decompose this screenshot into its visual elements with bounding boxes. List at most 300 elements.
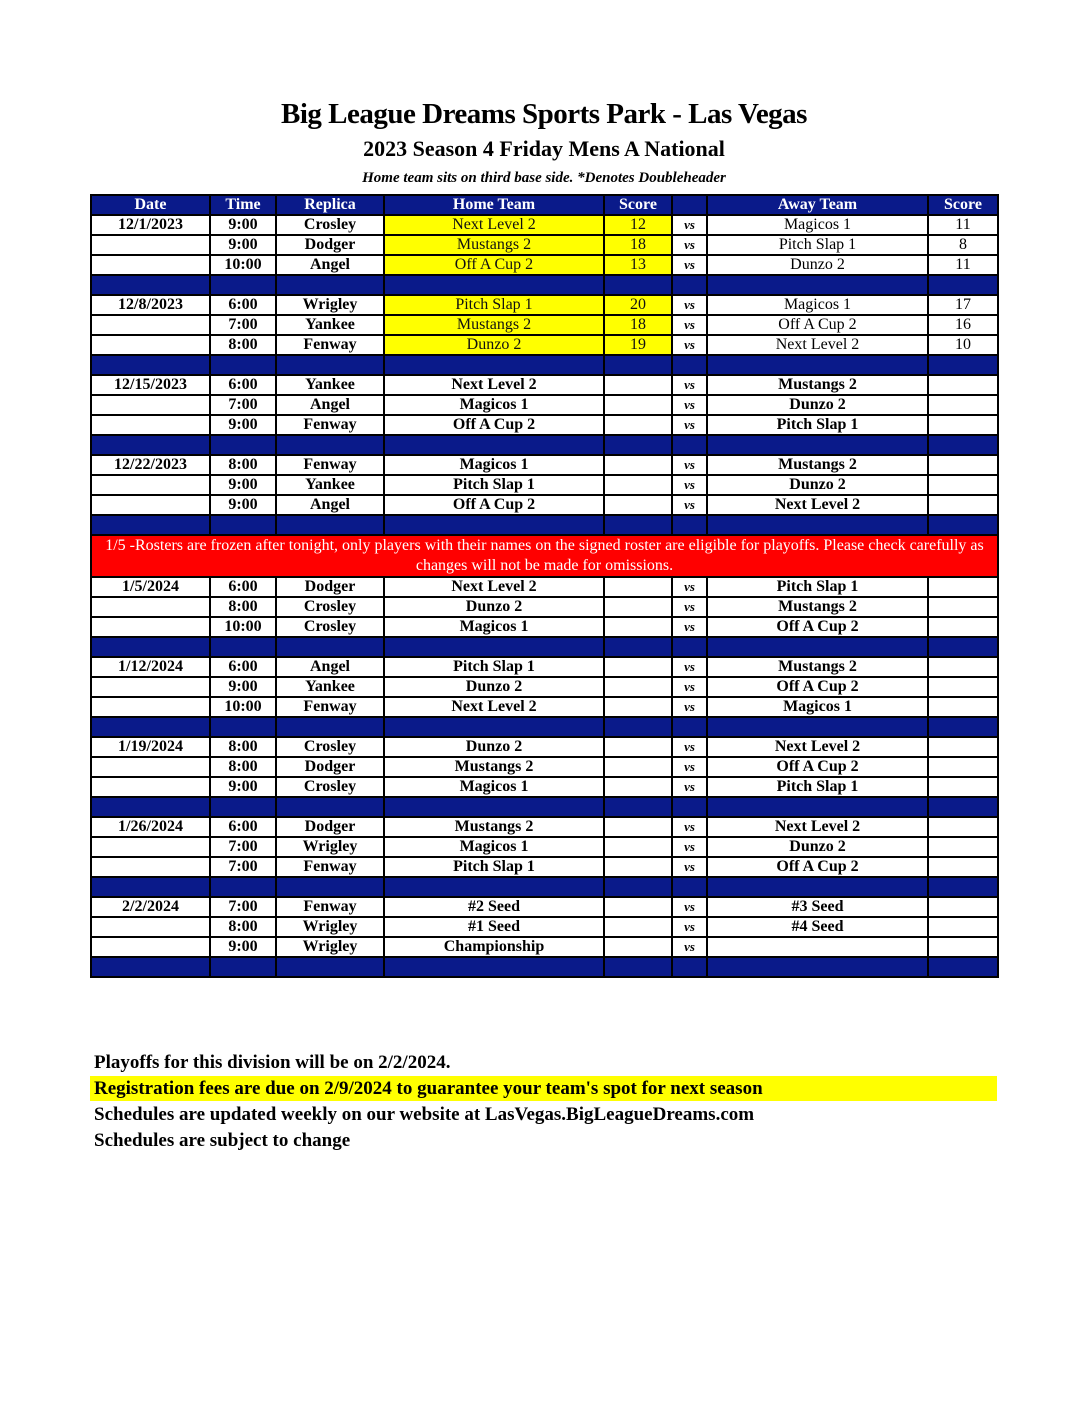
time-cell: 9:00 (210, 215, 276, 235)
away-score-cell: 10 (928, 335, 998, 355)
home-score-cell: 12 (604, 215, 672, 235)
separator-cell (210, 515, 276, 535)
separator-cell (384, 957, 604, 977)
away-score-cell (928, 375, 998, 395)
home-score-cell (604, 455, 672, 475)
home-team-cell: Next Level 2 (384, 577, 604, 597)
separator-cell (210, 957, 276, 977)
away-team-cell: Dunzo 2 (707, 837, 928, 857)
away-score-cell: 17 (928, 295, 998, 315)
separator-cell (276, 275, 384, 295)
page-subtitle: 2023 Season 4 Friday Mens A National (363, 136, 725, 161)
separator-cell (928, 797, 998, 817)
home-score-cell (604, 597, 672, 617)
date-cell (91, 235, 210, 255)
separator-cell (384, 515, 604, 535)
game-row (91, 295, 998, 315)
replica-cell: Crosley (276, 737, 384, 757)
away-score-cell: 11 (928, 215, 998, 235)
home-team-cell: Mustangs 2 (384, 817, 604, 837)
separator-cell (91, 637, 210, 657)
vs-label: vs (672, 837, 707, 857)
roster-notice: 1/5 -Rosters are frozen after tonight, only players with their names on the signed roster are eligible for playoffs. Please check carefully as changes will not be made for omissions. (91, 535, 998, 577)
header-home-team: Home Team (384, 195, 604, 215)
date-cell: 1/26/2024 (91, 817, 210, 837)
time-cell: 7:00 (210, 897, 276, 917)
separator-cell (928, 957, 998, 977)
vs-label: vs (672, 937, 707, 957)
away-team-cell: #3 Seed (707, 897, 928, 917)
separator-cell (210, 877, 276, 897)
date-cell: 12/1/2023 (91, 215, 210, 235)
game-row (91, 215, 998, 235)
separator-cell (276, 797, 384, 817)
vs-label: vs (672, 597, 707, 617)
away-score-cell: 16 (928, 315, 998, 335)
separator-row (91, 515, 998, 535)
home-team-cell: #1 Seed (384, 917, 604, 937)
home-team-cell: Dunzo 2 (384, 597, 604, 617)
vs-label: vs (672, 737, 707, 757)
game-row (91, 415, 998, 435)
schedule-note: Home team sits on third base side. *Denotes Doubleheader (362, 170, 726, 186)
separator-cell (928, 275, 998, 295)
game-row (91, 917, 998, 937)
separator-cell (604, 637, 672, 657)
time-cell: 7:00 (210, 315, 276, 335)
notice-row (91, 535, 998, 577)
separator-cell (91, 355, 210, 375)
game-row (91, 455, 998, 475)
separator-cell (604, 515, 672, 535)
home-score-cell (604, 857, 672, 877)
separator-row (91, 275, 998, 295)
separator-cell (672, 355, 707, 375)
replica-cell: Fenway (276, 697, 384, 717)
time-cell: 8:00 (210, 597, 276, 617)
header-away-score: Score (928, 195, 998, 215)
separator-row (91, 637, 998, 657)
replica-cell: Angel (276, 495, 384, 515)
away-team-cell: Magicos 1 (707, 215, 928, 235)
separator-cell (276, 515, 384, 535)
away-team-cell: Dunzo 2 (707, 475, 928, 495)
date-cell: 1/12/2024 (91, 657, 210, 677)
vs-label: vs (672, 415, 707, 435)
separator-cell (928, 515, 998, 535)
away-score-cell (928, 597, 998, 617)
replica-cell: Wrigley (276, 917, 384, 937)
home-team-cell: Mustangs 2 (384, 757, 604, 777)
away-score-cell (928, 737, 998, 757)
date-cell (91, 315, 210, 335)
separator-cell (707, 957, 928, 977)
replica-cell: Dodger (276, 235, 384, 255)
separator-cell (672, 877, 707, 897)
table-header-row (91, 195, 998, 215)
vs-label: vs (672, 215, 707, 235)
header-replica: Replica (276, 195, 384, 215)
separator-cell (672, 797, 707, 817)
away-score-cell (928, 495, 998, 515)
footer-website: Schedules are updated weekly on our website at LasVegas.BigLeagueDreams.com (94, 1104, 755, 1125)
home-team-cell: Dunzo 2 (384, 335, 604, 355)
time-cell: 7:00 (210, 395, 276, 415)
date-cell (91, 597, 210, 617)
home-score-cell (604, 737, 672, 757)
game-row (91, 375, 998, 395)
vs-label: vs (672, 677, 707, 697)
date-cell (91, 335, 210, 355)
time-cell: 8:00 (210, 455, 276, 475)
vs-label: vs (672, 395, 707, 415)
time-cell: 8:00 (210, 335, 276, 355)
separator-cell (604, 435, 672, 455)
date-cell (91, 677, 210, 697)
home-team-cell: Dunzo 2 (384, 677, 604, 697)
date-cell (91, 415, 210, 435)
time-cell: 9:00 (210, 677, 276, 697)
date-cell: 12/22/2023 (91, 455, 210, 475)
replica-cell: Fenway (276, 455, 384, 475)
date-cell (91, 857, 210, 877)
date-cell (91, 837, 210, 857)
away-score-cell: 11 (928, 255, 998, 275)
away-team-cell: Off A Cup 2 (707, 617, 928, 637)
replica-cell: Fenway (276, 335, 384, 355)
home-score-cell: 19 (604, 335, 672, 355)
home-team-cell: Mustangs 2 (384, 315, 604, 335)
away-team-cell: Next Level 2 (707, 335, 928, 355)
replica-cell: Fenway (276, 897, 384, 917)
time-cell: 8:00 (210, 757, 276, 777)
header-date: Date (91, 195, 210, 215)
away-team-cell: Off A Cup 2 (707, 857, 928, 877)
separator-cell (276, 717, 384, 737)
replica-cell: Crosley (276, 777, 384, 797)
game-row (91, 597, 998, 617)
replica-cell: Angel (276, 395, 384, 415)
separator-cell (276, 435, 384, 455)
separator-cell (384, 435, 604, 455)
date-cell (91, 255, 210, 275)
separator-cell (707, 637, 928, 657)
separator-row (91, 797, 998, 817)
vs-label: vs (672, 777, 707, 797)
separator-cell (276, 957, 384, 977)
vs-label: vs (672, 315, 707, 335)
header-vs (672, 195, 707, 215)
game-row (91, 697, 998, 717)
vs-label: vs (672, 475, 707, 495)
home-team-cell: Magicos 1 (384, 455, 604, 475)
time-cell: 6:00 (210, 577, 276, 597)
footer-disclaimer: Schedules are subject to change (94, 1130, 351, 1151)
home-score-cell: 13 (604, 255, 672, 275)
away-team-cell: Magicos 1 (707, 295, 928, 315)
separator-row (91, 355, 998, 375)
game-row (91, 475, 998, 495)
separator-cell (210, 717, 276, 737)
date-cell (91, 757, 210, 777)
away-team-cell: Mustangs 2 (707, 455, 928, 475)
date-cell: 2/2/2024 (91, 897, 210, 917)
home-score-cell (604, 777, 672, 797)
separator-cell (672, 637, 707, 657)
header-time: Time (210, 195, 276, 215)
separator-cell (91, 957, 210, 977)
home-score-cell (604, 757, 672, 777)
separator-cell (384, 355, 604, 375)
time-cell: 8:00 (210, 737, 276, 757)
replica-cell: Angel (276, 255, 384, 275)
away-score-cell (928, 837, 998, 857)
home-team-cell: Magicos 1 (384, 777, 604, 797)
vs-label: vs (672, 697, 707, 717)
away-team-cell: Magicos 1 (707, 697, 928, 717)
separator-cell (91, 515, 210, 535)
date-cell (91, 777, 210, 797)
schedule-table (90, 194, 999, 978)
home-score-cell (604, 837, 672, 857)
date-cell (91, 917, 210, 937)
footer-registration: Registration fees are due on 2/9/2024 to guarantee your team's spot for next season (94, 1078, 763, 1099)
time-cell: 7:00 (210, 857, 276, 877)
time-cell: 6:00 (210, 817, 276, 837)
separator-cell (928, 355, 998, 375)
replica-cell: Dodger (276, 817, 384, 837)
away-score-cell (928, 395, 998, 415)
away-score-cell (928, 415, 998, 435)
home-team-cell: Dunzo 2 (384, 737, 604, 757)
home-score-cell (604, 917, 672, 937)
home-team-cell: Off A Cup 2 (384, 495, 604, 515)
game-row (91, 937, 998, 957)
game-row (91, 577, 998, 597)
home-score-cell (604, 697, 672, 717)
away-team-cell: Dunzo 2 (707, 255, 928, 275)
time-cell: 10:00 (210, 697, 276, 717)
separator-row (91, 435, 998, 455)
home-score-cell (604, 617, 672, 637)
separator-row (91, 717, 998, 737)
home-score-cell (604, 475, 672, 495)
away-score-cell (928, 677, 998, 697)
away-team-cell: Next Level 2 (707, 737, 928, 757)
home-team-cell: Off A Cup 2 (384, 255, 604, 275)
home-team-cell: Pitch Slap 1 (384, 295, 604, 315)
away-score-cell: 8 (928, 235, 998, 255)
date-cell (91, 475, 210, 495)
game-row (91, 495, 998, 515)
game-row (91, 335, 998, 355)
separator-cell (384, 717, 604, 737)
separator-cell (928, 877, 998, 897)
date-cell (91, 937, 210, 957)
replica-cell: Wrigley (276, 837, 384, 857)
away-team-cell: Pitch Slap 1 (707, 577, 928, 597)
vs-label: vs (672, 255, 707, 275)
home-score-cell (604, 495, 672, 515)
away-team-cell: Off A Cup 2 (707, 315, 928, 335)
away-team-cell: Pitch Slap 1 (707, 777, 928, 797)
separator-cell (384, 275, 604, 295)
away-score-cell (928, 857, 998, 877)
home-team-cell: #2 Seed (384, 897, 604, 917)
home-score-cell (604, 415, 672, 435)
time-cell: 10:00 (210, 617, 276, 637)
away-score-cell (928, 817, 998, 837)
separator-cell (604, 717, 672, 737)
separator-cell (210, 797, 276, 817)
date-cell: 1/5/2024 (91, 577, 210, 597)
away-team-cell: Pitch Slap 1 (707, 235, 928, 255)
vs-label: vs (672, 897, 707, 917)
footer-playoffs: Playoffs for this division will be on 2/2/2024. (94, 1052, 451, 1073)
away-score-cell (928, 617, 998, 637)
separator-cell (672, 717, 707, 737)
separator-cell (604, 355, 672, 375)
game-row (91, 235, 998, 255)
home-team-cell: Pitch Slap 1 (384, 657, 604, 677)
away-team-cell: Mustangs 2 (707, 657, 928, 677)
home-score-cell (604, 657, 672, 677)
date-cell: 1/19/2024 (91, 737, 210, 757)
vs-label: vs (672, 375, 707, 395)
time-cell: 6:00 (210, 375, 276, 395)
separator-cell (210, 275, 276, 295)
page-title: Big League Dreams Sports Park - Las Vegas (281, 98, 807, 130)
game-row (91, 857, 998, 877)
separator-cell (91, 877, 210, 897)
separator-cell (384, 637, 604, 657)
away-team-cell: Next Level 2 (707, 495, 928, 515)
away-score-cell (928, 757, 998, 777)
separator-cell (707, 355, 928, 375)
separator-cell (707, 515, 928, 535)
separator-cell (276, 355, 384, 375)
replica-cell: Dodger (276, 577, 384, 597)
vs-label: vs (672, 657, 707, 677)
home-score-cell (604, 375, 672, 395)
away-score-cell (928, 577, 998, 597)
separator-cell (91, 717, 210, 737)
separator-cell (672, 957, 707, 977)
home-team-cell: Championship (384, 937, 604, 957)
vs-label: vs (672, 455, 707, 475)
away-score-cell (928, 937, 998, 957)
game-row (91, 897, 998, 917)
time-cell: 9:00 (210, 777, 276, 797)
away-team-cell: Dunzo 2 (707, 395, 928, 415)
home-score-cell: 18 (604, 315, 672, 335)
separator-cell (604, 275, 672, 295)
game-row (91, 617, 998, 637)
separator-cell (210, 637, 276, 657)
separator-cell (276, 877, 384, 897)
away-team-cell: #4 Seed (707, 917, 928, 937)
game-row (91, 817, 998, 837)
replica-cell: Yankee (276, 677, 384, 697)
separator-cell (672, 515, 707, 535)
away-score-cell (928, 697, 998, 717)
separator-cell (707, 877, 928, 897)
separator-cell (210, 435, 276, 455)
vs-label: vs (672, 917, 707, 937)
separator-cell (707, 435, 928, 455)
time-cell: 6:00 (210, 657, 276, 677)
replica-cell: Wrigley (276, 937, 384, 957)
game-row (91, 315, 998, 335)
home-score-cell (604, 577, 672, 597)
vs-label: vs (672, 295, 707, 315)
away-score-cell (928, 777, 998, 797)
date-cell: 12/8/2023 (91, 295, 210, 315)
separator-cell (928, 435, 998, 455)
date-cell (91, 395, 210, 415)
separator-cell (91, 797, 210, 817)
vs-label: vs (672, 857, 707, 877)
home-score-cell: 18 (604, 235, 672, 255)
replica-cell: Yankee (276, 375, 384, 395)
away-score-cell (928, 897, 998, 917)
separator-cell (604, 877, 672, 897)
replica-cell: Fenway (276, 415, 384, 435)
separator-cell (91, 275, 210, 295)
home-team-cell: Pitch Slap 1 (384, 475, 604, 495)
time-cell: 8:00 (210, 917, 276, 937)
time-cell: 9:00 (210, 495, 276, 515)
date-cell (91, 697, 210, 717)
home-team-cell: Magicos 1 (384, 617, 604, 637)
separator-cell (928, 717, 998, 737)
away-score-cell (928, 455, 998, 475)
header-home-score: Score (604, 195, 672, 215)
separator-cell (707, 717, 928, 737)
game-row (91, 657, 998, 677)
separator-cell (384, 797, 604, 817)
game-row (91, 837, 998, 857)
home-score-cell (604, 395, 672, 415)
home-score-cell (604, 677, 672, 697)
separator-cell (91, 435, 210, 455)
vs-label: vs (672, 235, 707, 255)
separator-cell (604, 957, 672, 977)
time-cell: 9:00 (210, 415, 276, 435)
separator-cell (384, 877, 604, 897)
separator-cell (604, 797, 672, 817)
time-cell: 9:00 (210, 937, 276, 957)
separator-cell (707, 275, 928, 295)
vs-label: vs (672, 817, 707, 837)
separator-cell (210, 355, 276, 375)
away-score-cell (928, 475, 998, 495)
time-cell: 10:00 (210, 255, 276, 275)
away-team-cell: Off A Cup 2 (707, 677, 928, 697)
away-score-cell (928, 917, 998, 937)
game-row (91, 757, 998, 777)
header-away-team: Away Team (707, 195, 928, 215)
home-team-cell: Next Level 2 (384, 215, 604, 235)
game-row (91, 677, 998, 697)
replica-cell: Crosley (276, 215, 384, 235)
vs-label: vs (672, 577, 707, 597)
time-cell: 6:00 (210, 295, 276, 315)
home-team-cell: Next Level 2 (384, 697, 604, 717)
game-row (91, 395, 998, 415)
separator-cell (928, 637, 998, 657)
home-score-cell: 20 (604, 295, 672, 315)
